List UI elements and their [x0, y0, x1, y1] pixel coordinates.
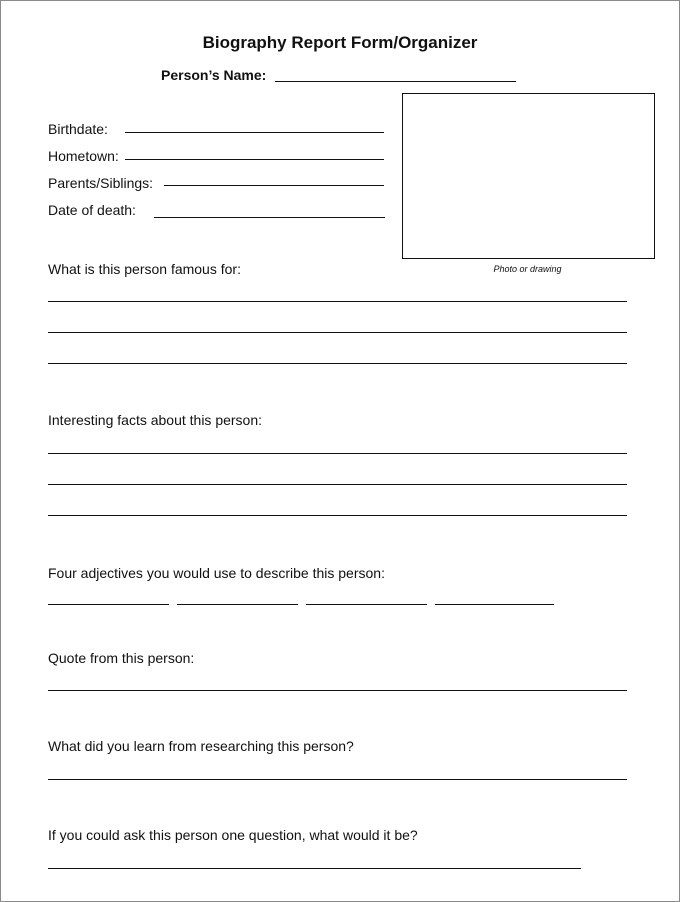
hometown-label: Hometown:	[48, 148, 119, 164]
adjectives-question: Four adjectives you would use to describe this person:	[48, 565, 385, 581]
parents-siblings-label: Parents/Siblings:	[48, 175, 154, 191]
famous-for-line-1[interactable]	[48, 301, 627, 302]
adjective-line-3[interactable]	[306, 604, 427, 605]
adjective-line-2[interactable]	[177, 604, 298, 605]
interesting-facts-line-2[interactable]	[48, 484, 627, 485]
famous-for-question: What is this person famous for:	[48, 261, 241, 277]
interesting-facts-line-1[interactable]	[48, 453, 627, 454]
adjective-line-4[interactable]	[435, 604, 554, 605]
person-name-label: Person’s Name:	[161, 67, 267, 83]
birthdate-line[interactable]	[125, 132, 384, 133]
photo-caption: Photo or drawing	[493, 264, 562, 274]
parents-siblings-line[interactable]	[164, 185, 384, 186]
interesting-facts-question: Interesting facts about this person:	[48, 412, 263, 428]
famous-for-line-3[interactable]	[48, 363, 627, 364]
one-question-line[interactable]	[48, 868, 581, 869]
birthdate-label: Birthdate:	[48, 121, 108, 137]
interesting-facts-line-3[interactable]	[48, 515, 627, 516]
one-question-question: If you could ask this person one question, what would it be?	[48, 827, 418, 843]
quote-line[interactable]	[48, 690, 627, 691]
quote-question: Quote from this person:	[48, 650, 195, 666]
photo-box[interactable]	[402, 93, 655, 259]
person-name-line[interactable]	[275, 81, 516, 82]
adjective-line-1[interactable]	[48, 604, 169, 605]
date-of-death-line[interactable]	[154, 217, 385, 218]
famous-for-line-2[interactable]	[48, 332, 627, 333]
learned-line[interactable]	[48, 779, 627, 780]
date-of-death-label: Date of death:	[48, 202, 136, 218]
learned-question: What did you learn from researching this person?	[48, 738, 354, 754]
hometown-line[interactable]	[125, 159, 384, 160]
form-title: Biography Report Form/Organizer	[202, 33, 478, 52]
